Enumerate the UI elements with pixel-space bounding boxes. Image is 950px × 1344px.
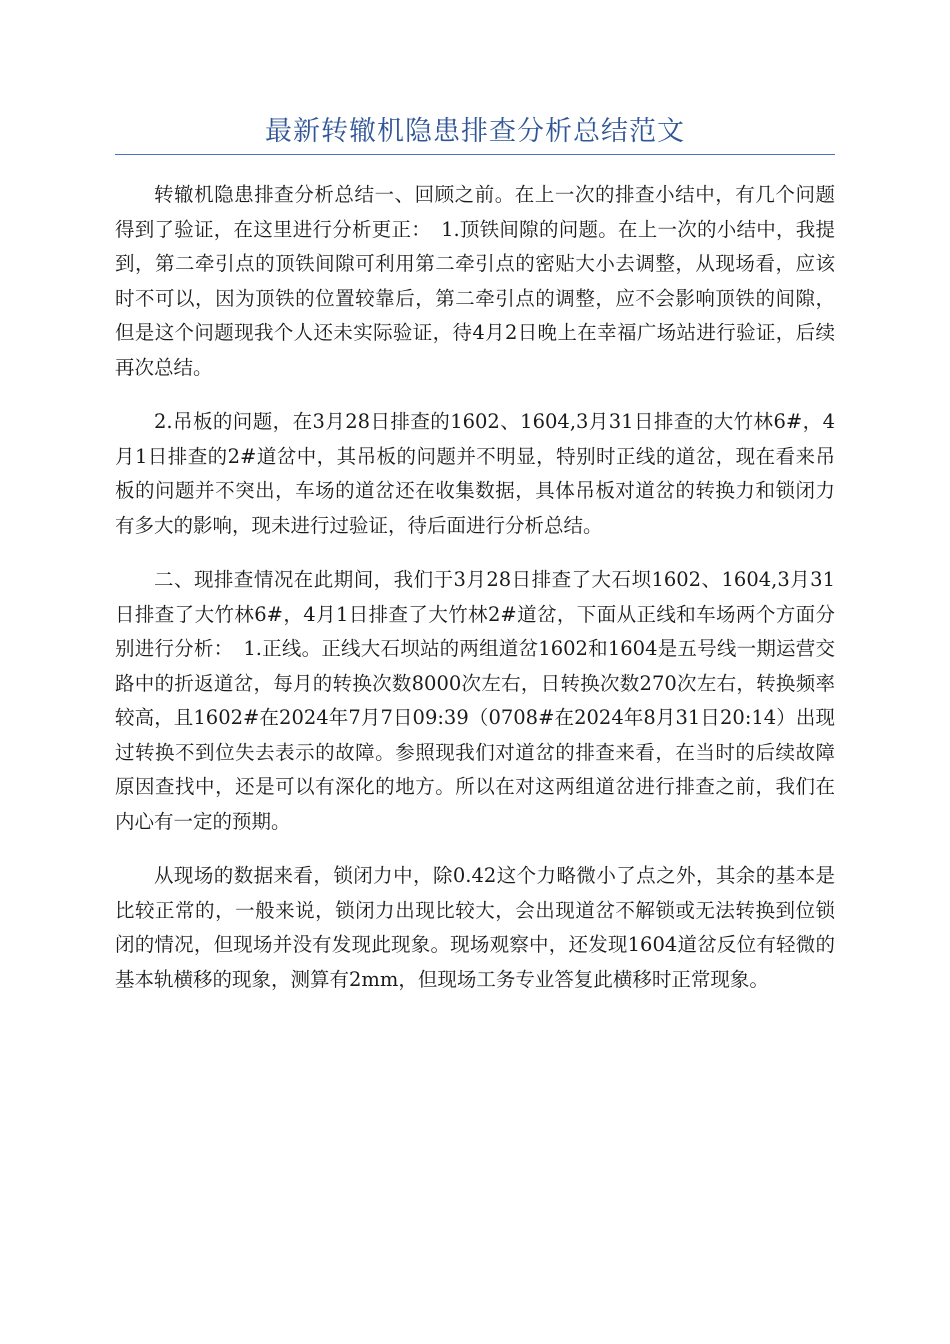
paragraph-field-data: 从现场的数据来看，锁闭力中，除0.42这个力略微小了点之外，其余的基本是比较正常的，一般来说，锁闭力出现比较大，会出现道岔不解锁或无法转换到位锁闭的情况，但现场并没有发现此现象。现场观察中，还发现1604道岔反位有轻微的基本轨横移的现象，测算有2mm，但现场工务专业答复此横移时正常现象。 [115, 864, 835, 991]
paragraph-hanging-plate: 2.吊板的问题，在3月28日排查的1602、1604,3月31日排查的大竹林6#，4月1日排查的2#道岔中，其吊板的问题并不明显，特别时正线的道岔，现在看来吊板的问题并不突出，车场的道岔还在收集数据，具体吊板对道岔的转换力和锁闭力有多大的影响，现未进行过验证，待后面进行分析总结。 [115, 410, 835, 537]
document-body [115, 178, 835, 1017]
document-title: 最新转辙机隐患排查分析总结范文 [265, 116, 685, 147]
paragraph-review: 转辙机隐患排查分析总结一、回顾之前。在上一次的排查小结中，有几个问题得到了验证，在这里进行分析更正： 1.顶铁间隙的问题。在上一次的小结中，我提到，第二牵引点的顶铁间隙可利用第二牵引点的密贴大小去调整，从现场看，应该时不可以，因为顶铁的位置较靠后，第二牵引点的调整，应不会影响顶铁的间隙，但是这个问题现我个人还未实际验证，待4月2日晚上在幸福广场站进行验证，后续再次总结。 [115, 183, 835, 379]
title-underline [115, 154, 835, 155]
paragraph-current-inspection: 二、现排查情况在此期间，我们于3月28日排查了大石坝1602、1604,3月31日排查了大竹林6#，4月1日排查了大竹林2#道岔，下面从正线和车场两个方面分别进行分析： 1.正线。正线大石坝站的两组道岔1602和1604是五号线一期运营交路中的折返道岔，每月的转换次数8000次左右，日转换次数270次左右，转换频率较高，且1602#在2024年7月7日09:39（0708#在2024年8月31日20:14）出现过转换不到位失去表示的故障。参照现我们对道岔的排查来看，在当时的后续故障原因查找中，还是可以有深化的地方。所以在对这两组道岔进行排查之前，我们在内心有一定的预期。 [115, 568, 835, 833]
